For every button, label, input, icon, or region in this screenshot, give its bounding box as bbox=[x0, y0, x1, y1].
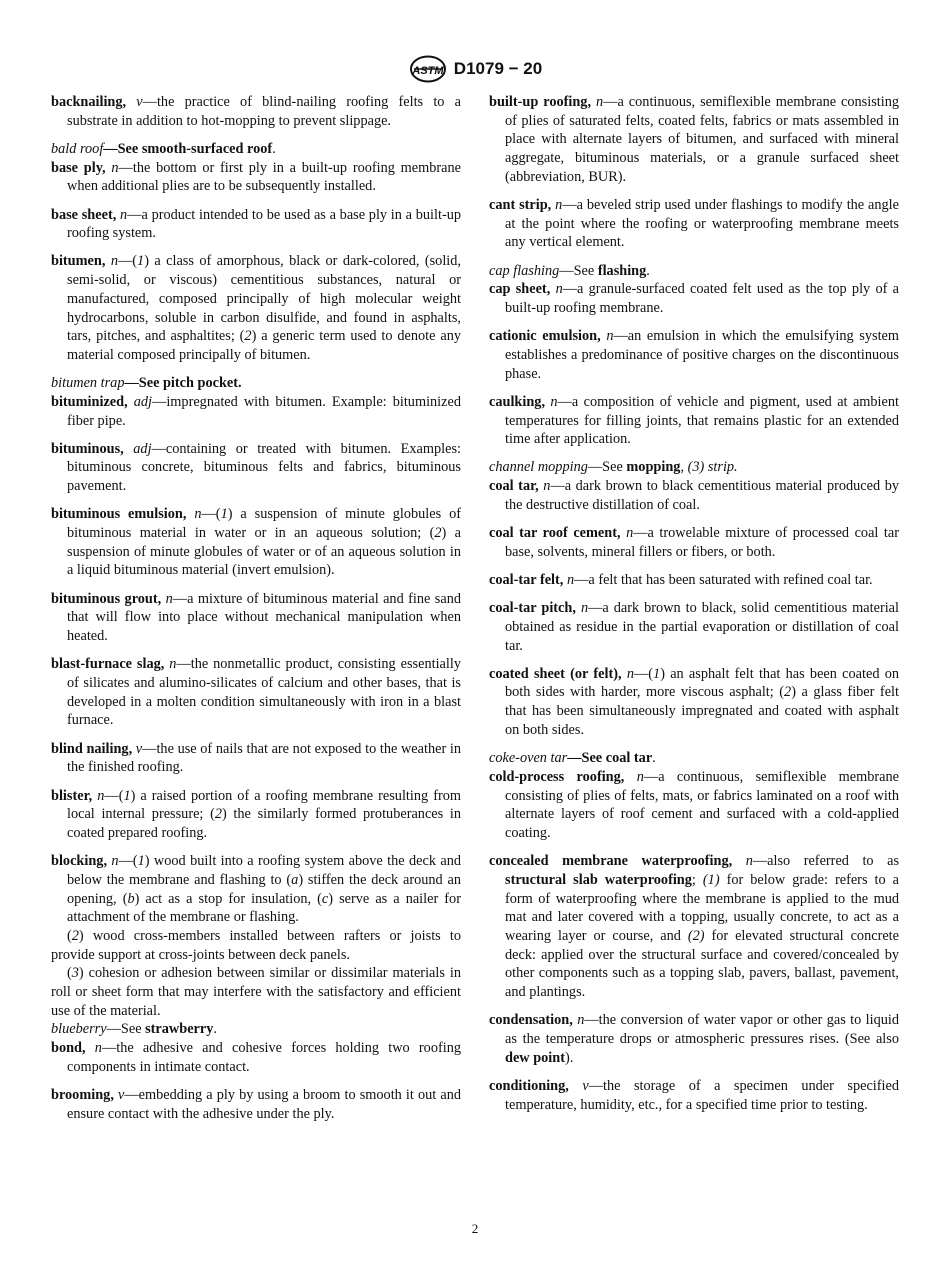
text-run: , bbox=[680, 459, 688, 476]
text-run: —See bbox=[106, 1021, 146, 1038]
text-run: —( bbox=[104, 787, 124, 804]
term-bold: —See bbox=[567, 750, 606, 767]
term-italic: adj bbox=[133, 393, 153, 410]
term-bold: smooth-surfaced roof bbox=[141, 140, 273, 157]
term-bold: coated sheet (or felt), bbox=[489, 665, 622, 682]
term-italic: v bbox=[135, 740, 143, 757]
text-run: —the practice of blind-nailing roofing felts to a substrate in addition to hot-mopping to prevent slippage. bbox=[67, 94, 461, 129]
term-italic: n bbox=[580, 600, 589, 617]
term-italic: n bbox=[97, 787, 105, 804]
text-run: —( bbox=[201, 506, 221, 523]
glossary-entry bbox=[489, 458, 899, 477]
glossary-entry bbox=[489, 599, 899, 655]
glossary-entry bbox=[489, 93, 899, 187]
glossary-entry bbox=[51, 1020, 461, 1039]
term-bold: structural slab waterproofing bbox=[505, 871, 692, 888]
text-run: . bbox=[646, 262, 650, 279]
term-italic: (3) strip. bbox=[687, 459, 738, 476]
astm-logo-icon bbox=[408, 55, 448, 83]
glossary-entry bbox=[51, 740, 461, 777]
term-italic: 2 bbox=[244, 328, 252, 345]
term-italic: n bbox=[566, 571, 575, 588]
term-bold: bituminous emulsion, bbox=[51, 506, 187, 523]
term-italic: n bbox=[165, 590, 173, 607]
page-number: 2 bbox=[471, 1221, 479, 1236]
text-run: —the adhesive and cohesive forces holding two roofing components in intimate contact. bbox=[67, 1040, 462, 1075]
term-bold: caulking, bbox=[489, 393, 546, 410]
text-run: —a beveled strip used under flashings to modify the angle at the point where the roofing or waterproofing membrane meets any vertical element. bbox=[505, 197, 899, 251]
glossary-entry bbox=[489, 852, 899, 1002]
glossary-entry bbox=[489, 262, 899, 281]
text-run: —( bbox=[633, 665, 654, 682]
term-italic: 3 bbox=[71, 965, 79, 982]
term-italic: 2 bbox=[214, 806, 222, 823]
text-run: . bbox=[213, 1021, 217, 1038]
glossary-entry bbox=[51, 655, 461, 730]
glossary-entry bbox=[489, 571, 899, 590]
term-italic: n bbox=[555, 197, 563, 214]
term-bold: cationic emulsion, bbox=[489, 328, 601, 345]
term-bold: bituminous grout, bbox=[51, 590, 162, 607]
text-run: —( bbox=[117, 253, 138, 270]
text-run: —a granule-surfaced coated felt used as the top ply of a built-up roofing membrane. bbox=[505, 281, 900, 317]
glossary-entry bbox=[51, 140, 461, 159]
glossary-entry bbox=[51, 252, 461, 364]
text-run: for elevated structural concrete deck: applied over the structural surface and covered/concealed by other components such as a topping slab, pavers, ballast, pavement, and plantings. bbox=[505, 927, 900, 1001]
text-run bbox=[126, 94, 136, 110]
text-run bbox=[732, 853, 746, 869]
term-italic: adj bbox=[133, 440, 152, 457]
term-bold: bituminous, bbox=[51, 440, 124, 457]
term-italic: n bbox=[111, 853, 119, 870]
text-run: —See bbox=[587, 459, 627, 476]
term-italic: n bbox=[596, 94, 604, 110]
glossary-entry bbox=[51, 590, 461, 646]
glossary-entry bbox=[51, 440, 461, 496]
text-run: —a dark brown to black, solid cementitious material obtained as residue in the partial evaporation or distillation of coal tar. bbox=[505, 600, 899, 654]
text-run: —the bottom or first ply in a built-up roofing membrane when additional plies are to be subsequently installed. bbox=[67, 159, 461, 195]
term-bold: cold-process roofing, bbox=[489, 768, 625, 785]
glossary-entry bbox=[489, 280, 899, 317]
term-italic: bitumen trap bbox=[51, 375, 125, 392]
term-bold: mopping bbox=[626, 459, 681, 476]
text-run: —impregnated with bitumen. Example: bituminized fiber pipe. bbox=[67, 393, 461, 429]
right-column bbox=[489, 93, 899, 1124]
term-italic: 2 bbox=[434, 525, 442, 542]
text-run bbox=[569, 1078, 582, 1094]
glossary-entry bbox=[51, 505, 461, 580]
term-bold: blast-furnace slag, bbox=[51, 656, 165, 673]
term-italic: n bbox=[626, 665, 634, 682]
term-italic: n bbox=[577, 1012, 585, 1029]
glossary-entry bbox=[51, 1086, 461, 1123]
term-bold: blocking, bbox=[51, 853, 108, 870]
glossary-entry bbox=[489, 524, 899, 561]
text-run: ) serve as a nailer for attachment of the membrane or flashing. bbox=[67, 890, 461, 926]
term-italic: n bbox=[606, 328, 614, 345]
glossary-entry bbox=[51, 206, 461, 243]
text-run: —a dark brown to black cementitious material produced by the destructive distillation of coal. bbox=[505, 478, 899, 513]
text-run: ; bbox=[691, 871, 703, 888]
term-italic: channel mopping bbox=[489, 459, 588, 476]
term-bold: base sheet, bbox=[51, 206, 117, 223]
text-run: —the use of nails that are not exposed to the weather in the finished roofing. bbox=[67, 740, 461, 776]
text-run: —a trowelable mixture of processed coal tar base, solvents, mineral fillers or fibers, or both. bbox=[505, 525, 899, 560]
term-bold: bitumen, bbox=[51, 253, 106, 270]
term-bold: cap sheet, bbox=[489, 281, 551, 298]
text-run: ( bbox=[67, 965, 72, 982]
term-italic: n bbox=[120, 206, 128, 223]
glossary-entry bbox=[51, 93, 461, 130]
text-run: . bbox=[652, 750, 656, 767]
term-bold: flashing bbox=[597, 262, 647, 279]
glossary-subparagraph bbox=[51, 964, 461, 1020]
term-italic: 2 bbox=[784, 684, 792, 701]
term-italic: cap flashing bbox=[489, 262, 560, 279]
text-run: —also referred to as bbox=[752, 853, 900, 870]
text-run: —an emulsion in which the emulsifying system establishes a predominance of positive charges on the discontinuous phase. bbox=[505, 328, 900, 382]
term-italic: v bbox=[118, 1087, 125, 1104]
term-bold: coal tar, bbox=[489, 478, 539, 495]
text-run: —a continuous, semiflexible membrane consisting of plies of felts, mats, or fabrics laminated on a roof with alternate layers of roof cement and surfaced with a cold-applied coating. bbox=[505, 768, 900, 841]
term-italic: n bbox=[626, 525, 634, 542]
text-run: ) wood built into a roofing system above the deck and below the membrane and flashing to ( bbox=[67, 853, 462, 888]
text-run: ) stiffen the deck around an opening, ( bbox=[67, 871, 462, 907]
text-run: for below grade: refers to a form of waterproofing where the membrane is applied to the mud mat and later covered with a topping, usually concrete, to act as a wearing layer or course, and bbox=[505, 871, 900, 944]
term-italic: v bbox=[582, 1077, 589, 1094]
term-italic: (1) bbox=[702, 871, 720, 888]
text-run: —( bbox=[118, 853, 138, 870]
term-italic: 1 bbox=[137, 853, 145, 870]
term-bold: concealed membrane waterproofing, bbox=[489, 853, 733, 870]
text-run: ) a raised portion of a roofing membrane resulting from local internal pressure; ( bbox=[67, 787, 461, 823]
term-italic: a bbox=[291, 871, 299, 888]
term-italic: blueberry bbox=[51, 1021, 107, 1038]
glossary-entry bbox=[489, 393, 899, 449]
document-designation: D1079 − 20 bbox=[453, 59, 543, 78]
term-italic: n bbox=[169, 656, 177, 673]
term-bold: brooming, bbox=[51, 1087, 114, 1104]
term-italic: c bbox=[321, 890, 329, 907]
left-column bbox=[51, 93, 461, 1133]
text-run: —a mixture of bituminous material and fine sand that will flow into place without mechanical manipulation when heated. bbox=[67, 590, 461, 645]
term-bold: coal-tar felt, bbox=[489, 571, 564, 588]
text-run: —a felt that has been saturated with refined coal tar. bbox=[574, 571, 873, 588]
term-italic: n bbox=[110, 253, 118, 270]
term-italic: 1 bbox=[653, 665, 661, 682]
text-run: —embedding a ply by using a broom to smooth it out and ensure contact with the adhesive under the ply. bbox=[67, 1087, 461, 1122]
svg-text:ASTM: ASTM bbox=[412, 65, 444, 77]
text-run: ( bbox=[67, 927, 72, 944]
term-italic: n bbox=[111, 159, 119, 176]
text-run: ) cohesion or adhesion between similar or dissimilar materials in roll or sheet form that may interfere with the satisfactory and efficient use of the material. bbox=[51, 965, 461, 1019]
term-bold: pitch pocket. bbox=[162, 375, 242, 392]
term-italic: 2 bbox=[71, 927, 79, 944]
glossary-entry bbox=[489, 1011, 899, 1067]
term-bold: cant strip, bbox=[489, 197, 552, 214]
text-run: —a continuous, semiflexible membrane consisting of plies of saturated felts, coated felts, fabrics or mats assembled in place with alternate layers of bitumen, and surfaced with mineral aggregate, bituminous materials, or a granule surfaced sheet (abbreviation, BUR). bbox=[505, 94, 900, 185]
term-bold: —See bbox=[124, 375, 163, 392]
text-run: —the storage of a specimen under specified temperature, humidity, etc., for a specified time prior to testing. bbox=[505, 1077, 899, 1113]
glossary-entry bbox=[489, 1077, 899, 1114]
term-bold: built-up roofing, bbox=[489, 94, 592, 110]
glossary-subparagraph bbox=[51, 927, 461, 964]
term-bold: dew point bbox=[505, 1049, 565, 1066]
term-italic: bald roof bbox=[51, 140, 104, 157]
term-italic: n bbox=[555, 281, 563, 298]
text-run: —the nonmetallic product, consisting essentially of silicates and alumino-silicates of calcium and other bases, that is developed in a molten condition simultaneously with iron in a blast furnace. bbox=[67, 656, 461, 729]
text-run: —containing or treated with bitumen. Examples: bituminous concrete, bituminous felts and fabrics, bituminous pavement. bbox=[67, 440, 461, 495]
glossary-entry bbox=[51, 393, 461, 430]
text-run: ) the similarly formed protuberances in coated prepared roofing. bbox=[67, 806, 462, 841]
glossary-entry bbox=[489, 327, 899, 383]
page-header bbox=[0, 54, 950, 84]
text-run: ). bbox=[564, 1049, 574, 1066]
term-italic: 1 bbox=[137, 253, 145, 270]
term-bold: conditioning, bbox=[489, 1077, 569, 1094]
term-bold: strawberry bbox=[145, 1021, 214, 1038]
term-bold: coal-tar pitch, bbox=[489, 600, 576, 617]
text-run: ) a suspension of minute globules of water or of an aqueous solution in a liquid bituminous material (invert emulsion). bbox=[67, 525, 461, 579]
text-run: ) a class of amorphous, black or dark-colored, (solid, semi-solid, or viscous) cementitious substances, natural or manufactured, composed principally of high molecular weight hydrocarbons, soluble in carbon disulfide, and found in asphalts, tars, pitches, and asphaltites; ( bbox=[67, 253, 461, 345]
term-italic: n bbox=[194, 506, 202, 523]
text-run: —a product intended to be used as a base ply in a built-up roofing system. bbox=[67, 206, 462, 242]
term-italic: n bbox=[636, 768, 644, 785]
text-run: . bbox=[272, 140, 276, 157]
text-run: —See bbox=[559, 262, 598, 279]
term-italic: coke-oven tar bbox=[489, 750, 568, 767]
glossary-entry bbox=[489, 749, 899, 768]
term-bold: backnailing, bbox=[51, 94, 127, 110]
text-run: ) act as a stop for insulation, ( bbox=[134, 890, 322, 907]
term-italic: n bbox=[745, 853, 753, 870]
term-italic: n bbox=[543, 478, 551, 495]
glossary-entry bbox=[51, 852, 461, 927]
term-italic: 1 bbox=[123, 787, 131, 804]
term-italic: n bbox=[94, 1040, 102, 1057]
term-bold: bond, bbox=[51, 1040, 86, 1057]
glossary-entry bbox=[489, 196, 899, 252]
text-run bbox=[124, 441, 134, 457]
text-run: —a composition of vehicle and pigment, used at ambient temperatures for filling joints, that remains plastic for an extended time after application. bbox=[505, 393, 899, 448]
term-bold: blister, bbox=[51, 787, 93, 804]
glossary-entry bbox=[489, 665, 899, 740]
term-bold: coal tar roof cement, bbox=[489, 525, 621, 542]
term-bold: —See bbox=[103, 140, 142, 157]
text-run: ) a suspension of minute globules of bituminous material in water or in an aqueous solution; ( bbox=[67, 506, 461, 542]
term-bold: blind nailing, bbox=[51, 740, 133, 757]
text-run: ) a glass fiber felt that has been simultaneously impregnated and coated with asphalt on both sides. bbox=[505, 684, 899, 738]
text-run: —the conversion of water vapor or other gas to liquid as the temperature drops or atmospheric pressures rises. (See also bbox=[505, 1012, 900, 1047]
glossary-entry bbox=[489, 768, 899, 843]
glossary-entry bbox=[51, 787, 461, 843]
term-italic: v bbox=[136, 94, 143, 110]
text-run: ) an asphalt felt that has been coated on both sides with harder, more viscous asphalt; ( bbox=[505, 665, 900, 701]
glossary-entry bbox=[51, 159, 461, 196]
text-run: ) wood cross-members installed between rafters or joists to provide support at cross-joints between deck panels. bbox=[51, 927, 461, 963]
term-italic: (2) bbox=[687, 927, 705, 944]
term-bold: base ply, bbox=[51, 159, 106, 176]
term-italic: b bbox=[127, 890, 135, 907]
text-run bbox=[624, 769, 636, 785]
text-run bbox=[86, 1040, 95, 1056]
term-bold: condensation, bbox=[489, 1012, 573, 1029]
term-bold: bituminized, bbox=[51, 393, 128, 410]
glossary-entry bbox=[489, 477, 899, 514]
term-bold: coal tar bbox=[605, 750, 653, 767]
glossary-entry bbox=[51, 1039, 461, 1076]
term-italic: 1 bbox=[220, 506, 228, 523]
text-run: ) a generic term used to denote any material composed principally of bitumen. bbox=[67, 328, 461, 363]
term-italic: n bbox=[550, 393, 558, 410]
glossary-entry bbox=[51, 374, 461, 393]
